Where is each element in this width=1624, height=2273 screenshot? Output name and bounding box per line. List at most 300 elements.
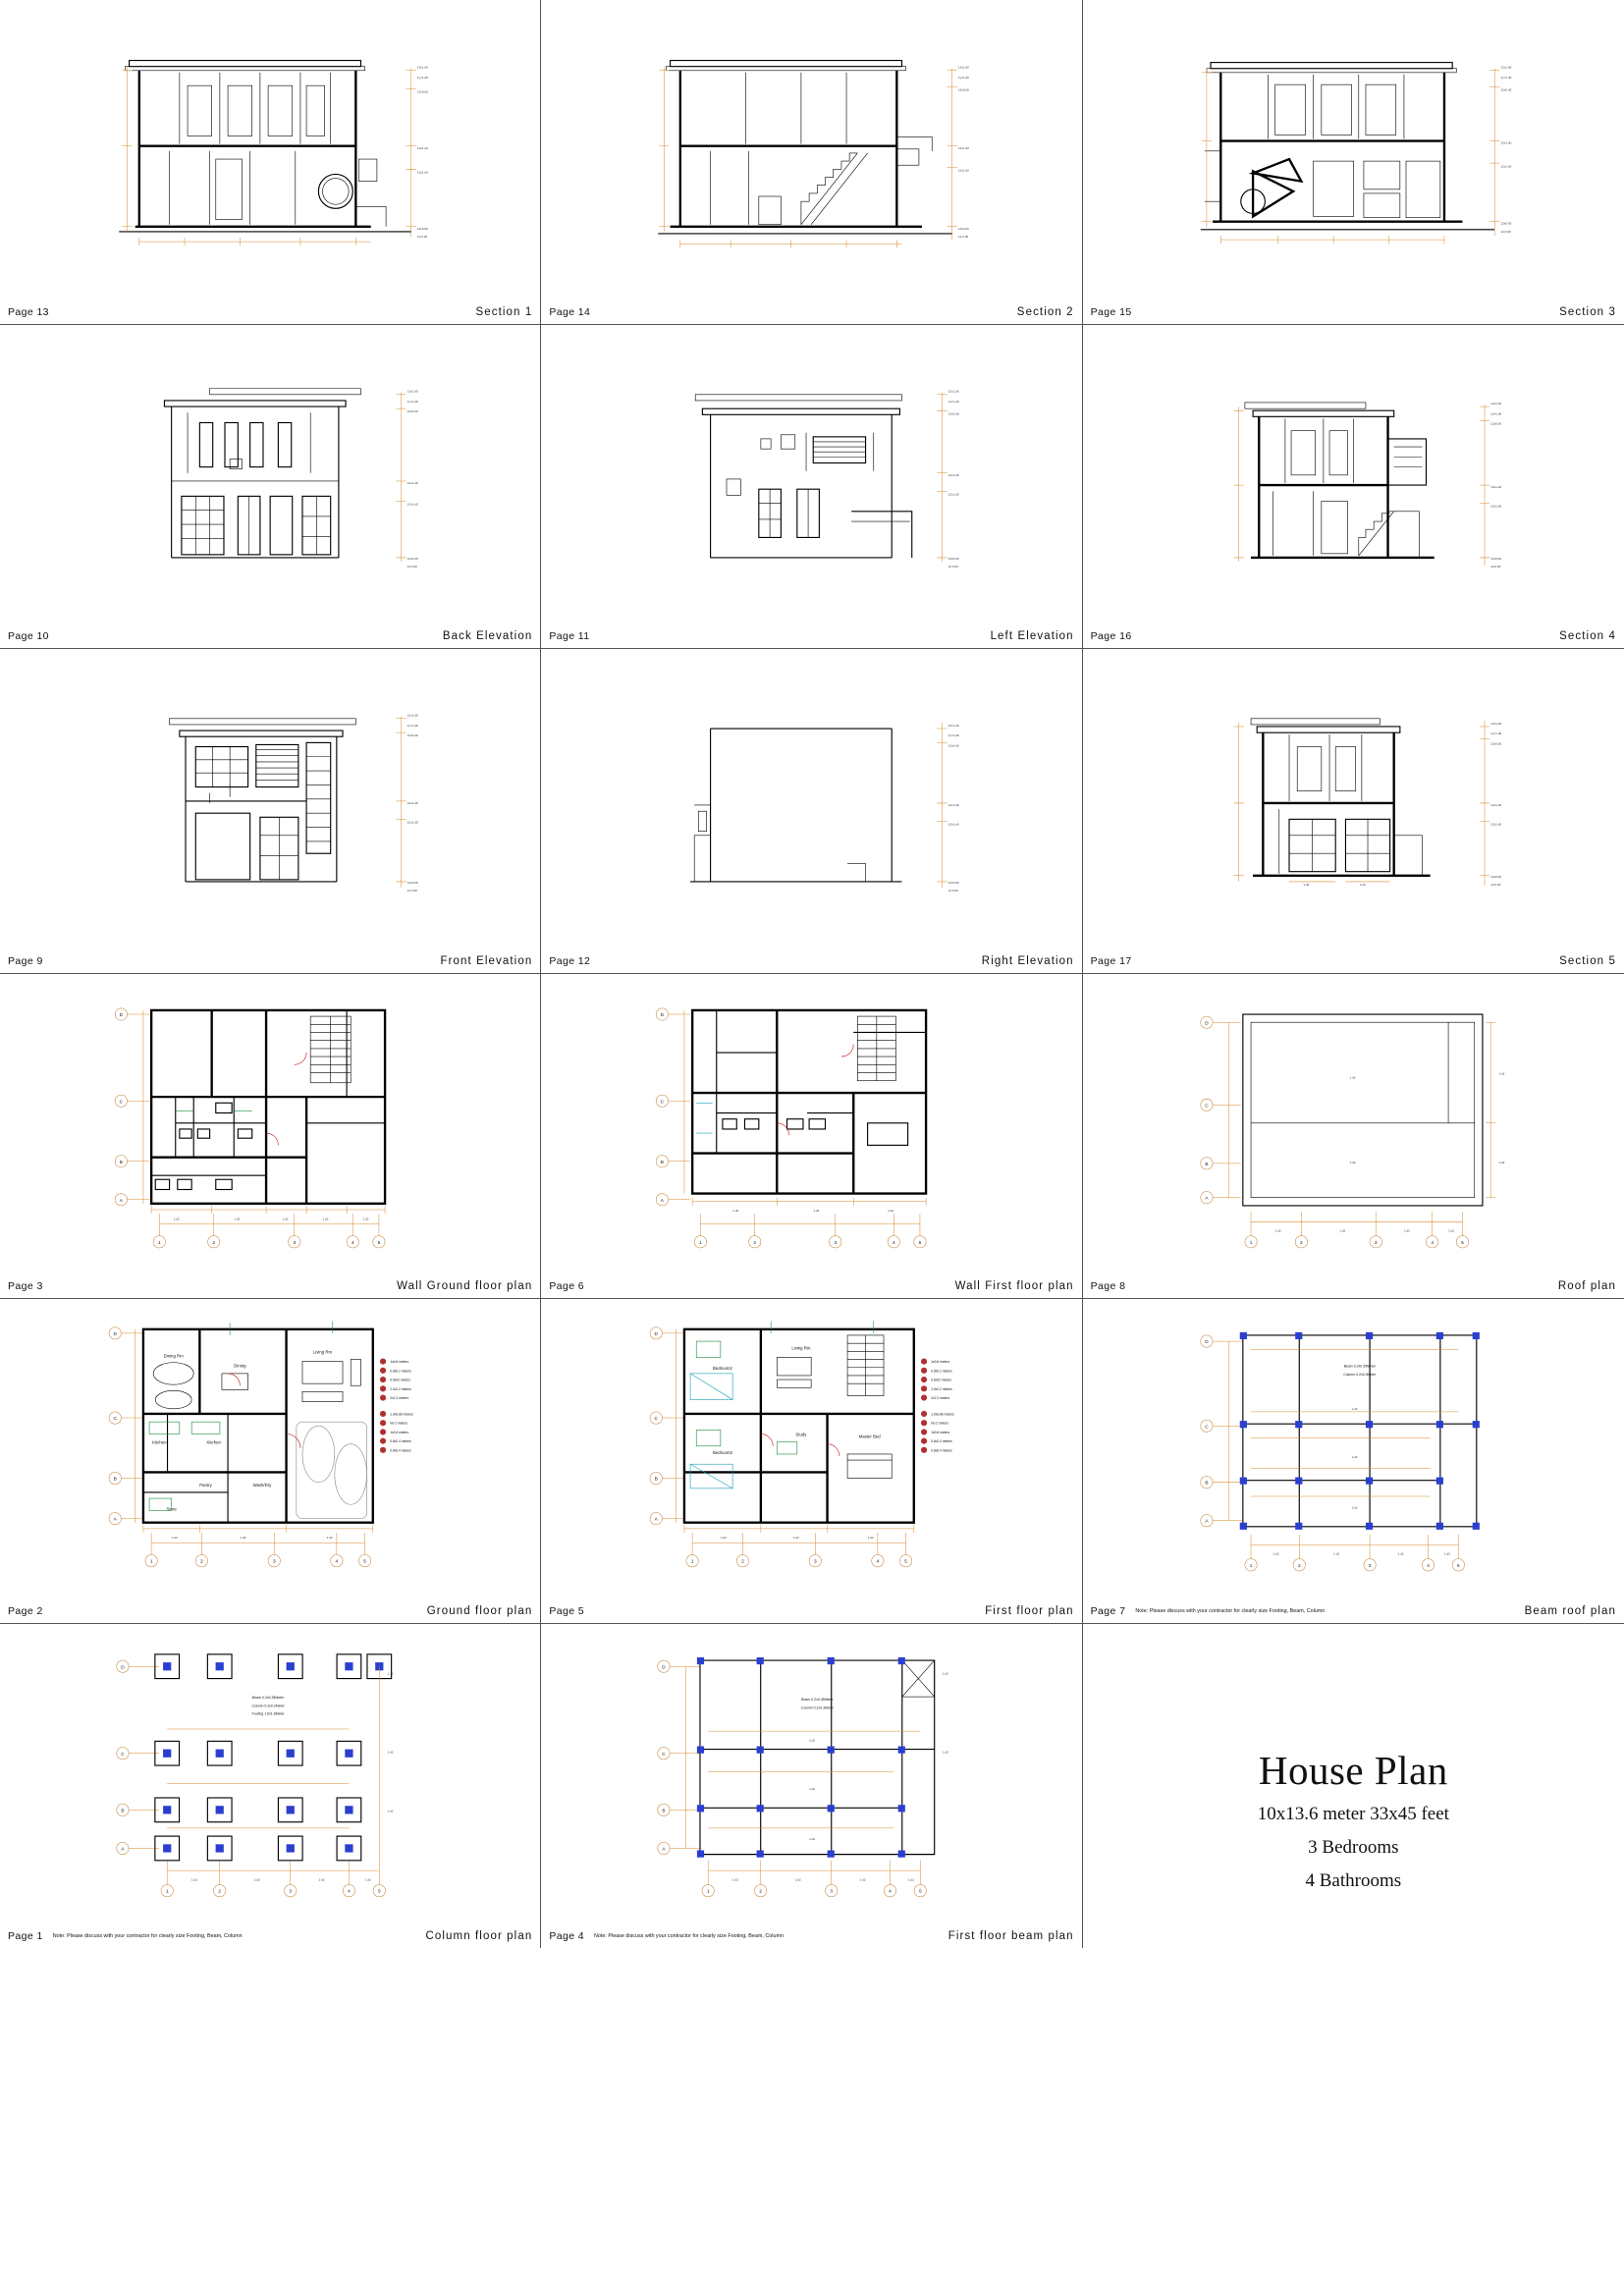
svg-text:C: C <box>1204 1103 1209 1109</box>
svg-text:C: C <box>662 1752 666 1758</box>
drawing-cell-wall-first-floor-plan[interactable] <box>541 974 1082 1299</box>
svg-text:12.0.00: 12.0.00 <box>958 235 969 240</box>
svg-text:1y=1.d0: 1y=1.d0 <box>406 724 418 729</box>
section-3-drawing <box>1083 0 1624 302</box>
svg-text:1.d2: 1.d2 <box>1498 1071 1504 1076</box>
svg-text:D: D <box>113 1330 117 1336</box>
svg-text:2: 2 <box>1297 1562 1301 1568</box>
svg-text:1x0.8 meters: 1x0.8 meters <box>390 1430 409 1434</box>
ground-floor-plan-drawing <box>0 1299 540 1601</box>
svg-text:5: 5 <box>919 1889 922 1895</box>
drawing-title: Section 1 <box>475 305 533 318</box>
svg-text:4: 4 <box>1426 1562 1430 1568</box>
svg-text:1.d2: 1.d2 <box>1498 1160 1504 1164</box>
svg-text:12.0.00: 12.0.00 <box>1500 229 1511 234</box>
legend-ground <box>380 1358 413 1452</box>
svg-text:1y=1.d0: 1y=1.d0 <box>416 76 428 81</box>
drawing-cell-ground-floor-plan[interactable] <box>0 1299 541 1624</box>
drawing-cell-roof-plan[interactable] <box>1083 974 1624 1299</box>
svg-text:Dining: Dining <box>234 1363 246 1369</box>
svg-text:1.d2: 1.d2 <box>282 1217 289 1221</box>
svg-text:1.d2: 1.d2 <box>721 1535 728 1540</box>
svg-text:12x0.00: 12x0.00 <box>958 226 970 231</box>
svg-text:1.d2: 1.d2 <box>240 1535 246 1540</box>
page-label: Page 6 <box>549 1279 585 1292</box>
svg-text:3: 3 <box>289 1889 293 1895</box>
svg-text:B: B <box>661 1159 665 1164</box>
svg-text:Beam 0.2x0.35Meter: Beam 0.2x0.35Meter <box>251 1695 285 1700</box>
svg-text:12x0.00: 12x0.00 <box>947 881 959 886</box>
svg-text:Living Rm: Living Rm <box>791 1345 811 1351</box>
svg-text:B: B <box>654 1476 659 1482</box>
svg-text:1.d2: 1.d2 <box>867 1535 874 1540</box>
svg-text:12x1.d0: 12x1.d0 <box>406 714 418 719</box>
svg-text:Kitchen: Kitchen <box>206 1439 221 1445</box>
svg-text:2.0x2.2 meters: 2.0x2.2 meters <box>390 1386 411 1391</box>
svg-text:A: A <box>662 1847 666 1853</box>
svg-text:3: 3 <box>272 1558 276 1564</box>
svg-text:4: 4 <box>876 1558 880 1564</box>
svg-text:C: C <box>654 1415 659 1421</box>
svg-text:1.d2: 1.d2 <box>809 1836 816 1841</box>
svg-text:Kitchen: Kitchen <box>152 1439 167 1445</box>
page-label: Page 10 <box>8 630 49 643</box>
svg-text:Store: Store <box>166 1506 177 1512</box>
svg-text:A: A <box>661 1197 665 1203</box>
svg-text:3: 3 <box>830 1889 834 1895</box>
svg-text:1y=1.d0: 1y=1.d0 <box>406 399 418 404</box>
svg-text:1.d2: 1.d2 <box>322 1217 329 1221</box>
svg-text:12x0.d0: 12x0.d0 <box>1489 421 1501 426</box>
svg-text:1.d2: 1.d2 <box>1332 1551 1339 1556</box>
roof-plan-drawing <box>1083 974 1624 1276</box>
svg-text:1: 1 <box>149 1558 153 1564</box>
svg-text:C: C <box>113 1415 117 1421</box>
svg-text:12x1.d0: 12x1.d0 <box>1489 822 1501 827</box>
svg-text:A: A <box>119 1197 123 1203</box>
caption-section-5 <box>1083 953 1624 969</box>
drawing-cell-section-4[interactable] <box>1083 325 1624 650</box>
svg-text:2: 2 <box>212 1240 216 1246</box>
svg-text:12x1.d0: 12x1.d0 <box>958 145 970 150</box>
right-elevation-drawing <box>541 649 1081 951</box>
svg-text:Wash/Dry: Wash/Dry <box>252 1482 272 1488</box>
svg-text:12x1.d0: 12x1.d0 <box>416 65 428 70</box>
back-elevation-drawing <box>0 325 540 627</box>
svg-text:12x0.00: 12x0.00 <box>416 226 428 231</box>
drawing-cell-section-1[interactable] <box>0 0 541 325</box>
cover-block <box>1083 1747 1624 1892</box>
svg-text:1.d2: 1.d2 <box>171 1535 178 1540</box>
section-5-drawing <box>1083 649 1624 951</box>
contractor-note: Note: Please discuss with your contractor for clearly size Footing, Beam, Column <box>594 1933 784 1940</box>
svg-text:3: 3 <box>814 1558 817 1564</box>
first-floor-beam-plan-drawing <box>541 1624 1081 1927</box>
svg-text:Pantry: Pantry <box>199 1482 212 1488</box>
svg-text:12x1.d0: 12x1.d0 <box>1489 803 1501 808</box>
svg-text:12x1.d0: 12x1.d0 <box>406 480 418 485</box>
svg-text:Beam 0.2x0.35Meter: Beam 0.2x0.35Meter <box>801 1697 834 1702</box>
svg-text:1.d2: 1.d2 <box>326 1535 333 1540</box>
svg-text:A: A <box>121 1847 125 1853</box>
svg-text:0.8x2.4 meters: 0.8x2.4 meters <box>931 1439 953 1444</box>
drawing-cell-first-floor-beam-plan[interactable] <box>541 1624 1082 1949</box>
svg-text:No 2 meters: No 2 meters <box>390 1421 408 1426</box>
svg-text:1: 1 <box>691 1558 694 1564</box>
page-label: Page 1 <box>8 1930 43 1943</box>
svg-text:2.0x2.2 meters: 2.0x2.2 meters <box>931 1386 953 1391</box>
drawing-cell-section-2[interactable] <box>541 0 1082 325</box>
drawing-cell-first-floor-plan[interactable] <box>541 1299 1082 1624</box>
drawing-title: Right Elevation <box>981 955 1074 968</box>
page-label: Page 9 <box>8 955 43 968</box>
svg-text:12x0.00: 12x0.00 <box>1489 556 1501 561</box>
svg-text:A: A <box>113 1516 117 1522</box>
svg-text:1: 1 <box>1249 1562 1253 1568</box>
svg-text:12x1.d0: 12x1.d0 <box>406 502 418 507</box>
svg-text:B: B <box>1204 1480 1209 1486</box>
svg-text:12x1.d0: 12x1.d0 <box>947 803 959 808</box>
drawing-cell-column-floor-plan[interactable] <box>0 1624 541 1949</box>
caption-column-floor-plan <box>0 1928 540 1944</box>
svg-text:1.d2: 1.d2 <box>795 1876 802 1881</box>
caption-right-elevation <box>541 953 1081 969</box>
svg-text:1.d2: 1.d2 <box>1338 1228 1345 1233</box>
caption-section-4 <box>1083 628 1624 644</box>
svg-text:1: 1 <box>707 1889 710 1895</box>
svg-text:12x1.d0: 12x1.d0 <box>1489 722 1501 727</box>
svg-text:12x1.d0: 12x1.d0 <box>947 822 959 827</box>
svg-text:4: 4 <box>893 1240 895 1246</box>
svg-text:12x0.d0: 12x0.d0 <box>416 89 428 94</box>
drawing-cell-left-elevation[interactable] <box>541 325 1082 650</box>
svg-text:12x0.d0: 12x0.d0 <box>1500 87 1511 92</box>
svg-text:1.d0: 1.d0 <box>1303 883 1310 888</box>
svg-text:12.0.00: 12.0.00 <box>947 564 959 568</box>
svg-text:12x1.d0: 12x1.d0 <box>406 389 418 394</box>
svg-text:12x1.d0: 12x1.d0 <box>1489 484 1501 489</box>
svg-text:2: 2 <box>741 1558 745 1564</box>
svg-text:Study: Study <box>795 1432 807 1437</box>
svg-text:0.8x0.4 meters: 0.8x0.4 meters <box>931 1448 953 1453</box>
svg-text:1.d2: 1.d2 <box>793 1535 799 1540</box>
drawing-cell-beam-roof-plan[interactable] <box>1083 1299 1624 1624</box>
svg-text:12x0.00: 12x0.00 <box>1500 221 1511 226</box>
contractor-note: Note: Please discuss with your contractor for clearly size Footing, Beam, Column <box>1135 1607 1326 1614</box>
svg-text:1.d2: 1.d2 <box>1349 1075 1356 1080</box>
drawing-title: Roof plan <box>1557 1279 1616 1292</box>
svg-text:1.d2: 1.d2 <box>1351 1406 1358 1411</box>
svg-text:4: 4 <box>348 1889 351 1895</box>
page-label: Page 3 <box>8 1279 43 1292</box>
svg-text:12.0.00: 12.0.00 <box>416 235 428 240</box>
drawing-cell-cover <box>1083 1624 1624 1949</box>
svg-text:Beam 0.2x0.35Meter: Beam 0.2x0.35Meter <box>1343 1364 1376 1369</box>
svg-text:2: 2 <box>218 1889 222 1895</box>
svg-text:12x1.d0: 12x1.d0 <box>947 724 959 729</box>
svg-text:1y=1.d0: 1y=1.d0 <box>947 733 959 738</box>
drawing-title: First floor plan <box>985 1604 1074 1617</box>
svg-text:12x0.00: 12x0.00 <box>406 881 418 886</box>
svg-text:1: 1 <box>1249 1240 1253 1246</box>
page-label: Page 8 <box>1090 1279 1126 1292</box>
svg-text:1.d2: 1.d2 <box>234 1217 241 1221</box>
svg-text:Master Bed: Master Bed <box>858 1434 881 1439</box>
svg-text:A: A <box>654 1516 659 1522</box>
svg-text:1.d2: 1.d2 <box>318 1876 325 1881</box>
svg-text:Dining Rm: Dining Rm <box>163 1353 184 1359</box>
caption-section-3 <box>1083 304 1624 320</box>
svg-text:No 2 meters: No 2 meters <box>931 1421 949 1426</box>
first-floor-plan-drawing <box>541 1299 1081 1601</box>
cover-bedrooms: 3 Bedrooms <box>1308 1837 1399 1859</box>
svg-text:5: 5 <box>363 1558 366 1564</box>
svg-text:12x1.d0: 12x1.d0 <box>406 820 418 825</box>
svg-text:12x1.d0: 12x1.d0 <box>1489 504 1501 509</box>
svg-text:1.d2: 1.d2 <box>387 1671 394 1676</box>
svg-text:12x1.d0: 12x1.d0 <box>1500 65 1511 70</box>
drawing-title: Column floor plan <box>425 1930 533 1943</box>
caption-front-elevation <box>0 953 540 969</box>
svg-text:A: A <box>1205 1195 1209 1201</box>
svg-text:4: 4 <box>1431 1240 1434 1246</box>
svg-text:Column 0.2x0.2Meter: Column 0.2x0.2Meter <box>251 1703 285 1707</box>
svg-text:D: D <box>1204 1338 1209 1344</box>
svg-text:B: B <box>1205 1162 1209 1167</box>
svg-text:5: 5 <box>918 1240 922 1246</box>
svg-text:1.d2: 1.d2 <box>809 1786 816 1791</box>
svg-text:1.d2: 1.d2 <box>943 1671 949 1676</box>
drawing-title: Front Elevation <box>440 955 533 968</box>
svg-text:1.d2: 1.d2 <box>387 1750 394 1755</box>
svg-text:1.d2: 1.d2 <box>1443 1551 1450 1556</box>
svg-text:1.d2: 1.d2 <box>888 1209 894 1214</box>
svg-text:1y=1.d0: 1y=1.d0 <box>1489 731 1501 736</box>
page-label: Page 5 <box>549 1604 585 1617</box>
svg-text:D: D <box>119 1012 124 1018</box>
cover-title: House Plan <box>1258 1748 1448 1794</box>
svg-text:5: 5 <box>377 1240 381 1246</box>
svg-text:Bedroom3: Bedroom3 <box>713 1449 733 1455</box>
page-label: Page 17 <box>1090 955 1132 968</box>
caption-roof-plan <box>1083 1278 1624 1294</box>
svg-text:12x0.00: 12x0.00 <box>947 556 959 561</box>
caption-wall-first-floor-plan <box>541 1278 1081 1294</box>
svg-text:12x1.d0: 12x1.d0 <box>958 168 970 173</box>
caption-section-2 <box>541 304 1081 320</box>
svg-text:1.d2: 1.d2 <box>813 1209 820 1214</box>
svg-text:12x0.d0: 12x0.d0 <box>958 87 970 92</box>
wall-ground-floor-plan-drawing <box>0 974 540 1276</box>
svg-text:3: 3 <box>1368 1562 1372 1568</box>
svg-text:D: D <box>121 1664 125 1670</box>
svg-text:1.d2: 1.d2 <box>1403 1228 1410 1233</box>
svg-text:Footing 1.6x1.6Meter: Footing 1.6x1.6Meter <box>251 1711 285 1716</box>
svg-text:12.0.00: 12.0.00 <box>947 889 959 893</box>
svg-text:Living Rm: Living Rm <box>312 1349 333 1355</box>
svg-text:12x0.d0: 12x0.d0 <box>406 408 418 413</box>
svg-text:1: 1 <box>699 1240 702 1246</box>
svg-text:B: B <box>119 1159 123 1164</box>
svg-text:12x1.d0: 12x1.d0 <box>416 170 428 175</box>
svg-text:D: D <box>1204 1020 1209 1026</box>
svg-text:1.d2: 1.d2 <box>943 1750 949 1755</box>
svg-text:Column 0.2x0.3Meter: Column 0.2x0.3Meter <box>1342 1372 1377 1377</box>
drawing-title: Wall Ground floor plan <box>397 1279 533 1292</box>
svg-text:1.d2: 1.d2 <box>1349 1160 1356 1164</box>
svg-text:1.d2: 1.d2 <box>809 1737 816 1742</box>
page-label: Page 16 <box>1090 630 1132 643</box>
svg-text:12x1.d0: 12x1.d0 <box>1500 140 1511 145</box>
svg-text:12x1.d0: 12x1.d0 <box>947 472 959 477</box>
svg-text:1.0x0.80 meters: 1.0x0.80 meters <box>931 1412 954 1417</box>
page-label: Page 7 <box>1090 1604 1126 1617</box>
caption-ground-floor-plan <box>0 1603 540 1619</box>
svg-text:1.d2: 1.d2 <box>1447 1228 1454 1233</box>
drawing-title: Ground floor plan <box>426 1604 533 1617</box>
page-label: Page 11 <box>549 630 590 643</box>
svg-text:12x1.d0: 12x1.d0 <box>416 145 428 150</box>
svg-text:C: C <box>121 1752 125 1758</box>
drawing-cell-wall-ground-floor-plan[interactable] <box>0 974 541 1299</box>
svg-text:12x0.d0: 12x0.d0 <box>947 743 959 748</box>
svg-text:2x2.2 meters: 2x2.2 meters <box>931 1395 950 1400</box>
svg-text:12x1.d0: 12x1.d0 <box>1489 401 1501 406</box>
caption-beam-roof-plan <box>1083 1603 1624 1619</box>
svg-text:1.d2: 1.d2 <box>173 1217 180 1221</box>
svg-text:Column 0.2x0.3Meter: Column 0.2x0.3Meter <box>801 1705 835 1710</box>
left-elevation-drawing <box>541 325 1081 627</box>
svg-text:1y=1.d0: 1y=1.d0 <box>1489 410 1501 415</box>
wall-first-floor-plan-drawing <box>541 974 1081 1276</box>
svg-text:1x0.8 meters: 1x0.8 meters <box>931 1430 950 1434</box>
page-label: Page 4 <box>549 1930 585 1943</box>
svg-text:1.d0: 1.d0 <box>1359 883 1366 888</box>
page-label: Page 15 <box>1090 305 1132 318</box>
svg-text:12x0.d0: 12x0.d0 <box>947 410 959 415</box>
drawing-title: Beam roof plan <box>1524 1604 1616 1617</box>
column-floor-plan-drawing <box>0 1624 540 1927</box>
svg-text:12x1.d0: 12x1.d0 <box>947 389 959 394</box>
svg-text:1.0x0.80 meters: 1.0x0.80 meters <box>390 1412 413 1417</box>
drawing-title: Section 5 <box>1559 955 1616 968</box>
svg-text:1.d2: 1.d2 <box>387 1808 394 1813</box>
svg-text:C: C <box>119 1099 124 1105</box>
svg-text:0.60x2 meters: 0.60x2 meters <box>931 1378 952 1382</box>
svg-text:1.d2: 1.d2 <box>1397 1551 1404 1556</box>
page-label: Page 2 <box>8 1604 43 1617</box>
svg-text:C: C <box>1204 1424 1209 1430</box>
svg-text:0.8x0.2 meters: 0.8x0.2 meters <box>390 1369 411 1374</box>
front-elevation-drawing <box>0 649 540 951</box>
svg-text:4: 4 <box>335 1558 339 1564</box>
svg-text:1.d2: 1.d2 <box>732 1876 739 1881</box>
svg-text:2x2.2 meters: 2x2.2 meters <box>390 1395 409 1400</box>
caption-back-elevation <box>0 628 540 644</box>
svg-text:1.d2: 1.d2 <box>1351 1505 1358 1510</box>
svg-text:3: 3 <box>293 1240 297 1246</box>
svg-text:5: 5 <box>1460 1240 1464 1246</box>
svg-text:2: 2 <box>753 1240 757 1246</box>
svg-text:5: 5 <box>904 1558 908 1564</box>
drawing-title: First floor beam plan <box>947 1930 1074 1943</box>
svg-text:12.0.00: 12.0.00 <box>406 889 417 893</box>
svg-text:2: 2 <box>759 1889 763 1895</box>
svg-text:B: B <box>113 1476 117 1482</box>
drawing-cell-back-elevation[interactable] <box>0 325 541 650</box>
svg-text:12x1.d0: 12x1.d0 <box>947 492 959 497</box>
svg-text:12x1.d0: 12x1.d0 <box>958 65 970 70</box>
section-4-drawing <box>1083 325 1624 627</box>
svg-text:4: 4 <box>889 1889 893 1895</box>
svg-text:1.d2: 1.d2 <box>1274 1228 1281 1233</box>
svg-text:3: 3 <box>1374 1240 1378 1246</box>
caption-first-floor-beam-plan <box>541 1928 1081 1944</box>
drawing-cell-right-elevation[interactable] <box>541 649 1082 974</box>
svg-text:1.d2: 1.d2 <box>364 1876 371 1881</box>
svg-text:1.d2: 1.d2 <box>908 1876 915 1881</box>
caption-left-elevation <box>541 628 1081 644</box>
legend-first <box>921 1358 954 1452</box>
svg-text:1.d2: 1.d2 <box>362 1217 369 1221</box>
drawing-cell-front-elevation[interactable] <box>0 649 541 974</box>
svg-text:2: 2 <box>200 1558 203 1564</box>
drawing-title: Back Elevation <box>442 630 533 643</box>
svg-text:12x0.00: 12x0.00 <box>406 556 418 561</box>
svg-text:1: 1 <box>165 1889 169 1895</box>
svg-text:1.d2: 1.d2 <box>190 1876 197 1881</box>
svg-text:5: 5 <box>1456 1562 1460 1568</box>
svg-text:B: B <box>662 1808 666 1813</box>
svg-text:1.d2: 1.d2 <box>1272 1551 1279 1556</box>
svg-text:1y=1.d0: 1y=1.d0 <box>958 76 970 81</box>
drawing-title: Section 3 <box>1559 305 1616 318</box>
svg-text:12x0.00: 12x0.00 <box>1489 875 1501 880</box>
drawing-title: Section 4 <box>1559 630 1616 643</box>
cover-bathrooms: 4 Bathrooms <box>1305 1870 1402 1892</box>
caption-first-floor-plan <box>541 1603 1081 1619</box>
svg-text:B: B <box>121 1808 125 1813</box>
svg-text:12.0.00: 12.0.00 <box>1489 883 1501 888</box>
svg-text:12.0.00: 12.0.00 <box>406 564 417 568</box>
svg-text:12x0.d0: 12x0.d0 <box>406 733 418 738</box>
svg-text:1x0.8 meters: 1x0.8 meters <box>931 1359 950 1364</box>
svg-text:4: 4 <box>351 1240 354 1246</box>
svg-text:1.d2: 1.d2 <box>859 1876 866 1881</box>
drawing-title: Left Elevation <box>990 630 1074 643</box>
page-label: Page 14 <box>549 305 591 318</box>
svg-text:D: D <box>660 1012 665 1018</box>
svg-text:1.d2: 1.d2 <box>253 1876 260 1881</box>
svg-text:A: A <box>1204 1518 1209 1524</box>
svg-text:12x1.d0: 12x1.d0 <box>406 801 418 806</box>
svg-text:3: 3 <box>834 1240 838 1246</box>
svg-text:1x0.8 meters: 1x0.8 meters <box>390 1359 409 1364</box>
drawing-cell-section-5[interactable] <box>1083 649 1624 974</box>
svg-text:1y=1.d0: 1y=1.d0 <box>1500 76 1512 81</box>
page-label: Page 13 <box>8 305 49 318</box>
contractor-note: Note: Please discuss with your contractor for clearly size Footing, Beam, Column <box>52 1933 243 1940</box>
svg-text:1: 1 <box>158 1240 161 1246</box>
svg-text:1y=1.d0: 1y=1.d0 <box>947 399 959 404</box>
beam-roof-plan-drawing <box>1083 1299 1624 1601</box>
section-2-drawing <box>541 0 1081 302</box>
svg-text:1.d2: 1.d2 <box>1351 1454 1358 1459</box>
drawing-cell-section-3[interactable] <box>1083 0 1624 325</box>
svg-text:C: C <box>660 1099 665 1105</box>
drawing-title: Section 2 <box>1016 305 1074 318</box>
svg-text:0.8x0.2 meters: 0.8x0.2 meters <box>931 1369 953 1374</box>
